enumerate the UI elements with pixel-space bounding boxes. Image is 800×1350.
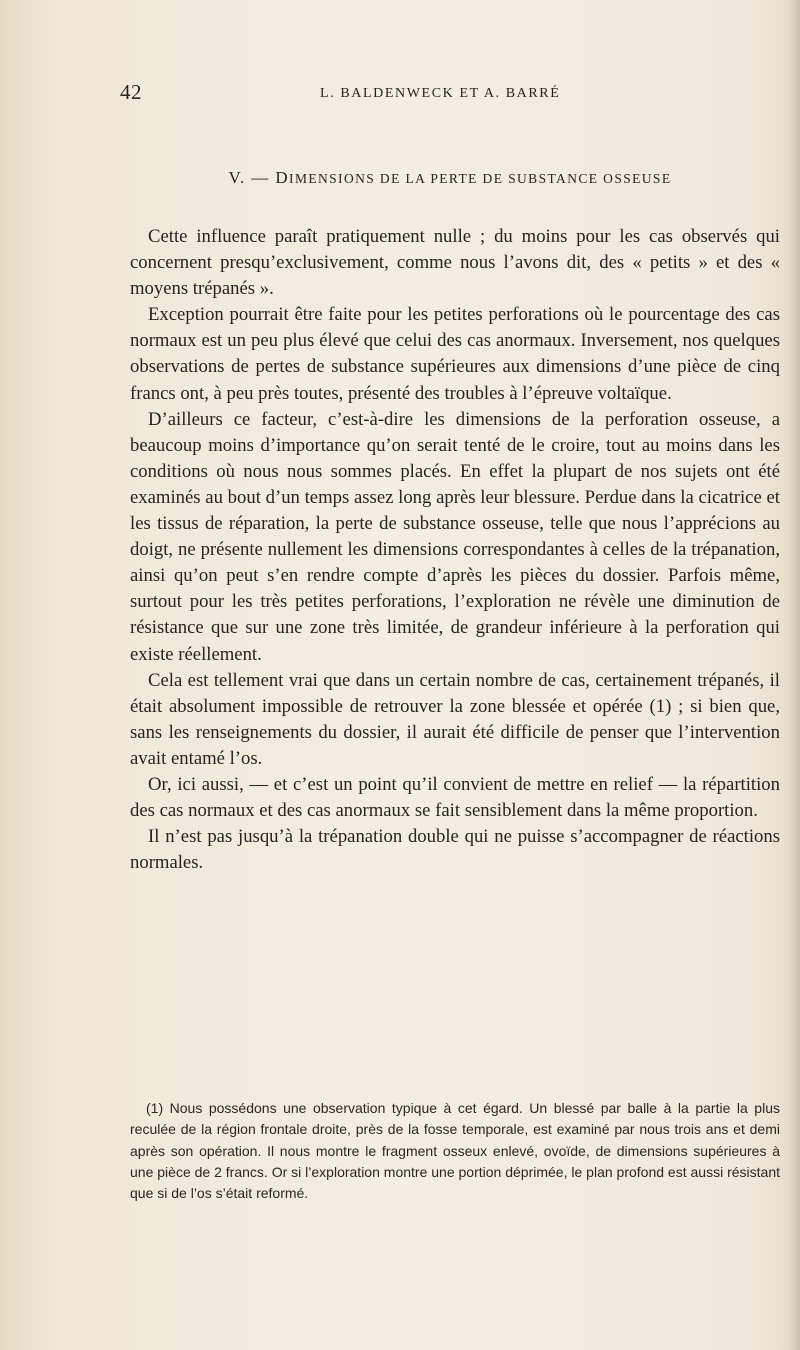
- section-heading: [120, 168, 780, 188]
- page-edge-shadow: [788, 0, 800, 1350]
- paragraph-6: Il n’est pas jusqu’à la trépanation double qui ne puisse s’accompagner de réactions normales.: [130, 826, 780, 874]
- running-head: [120, 80, 780, 110]
- paragraph-3: D’ailleurs ce facteur, c’est-à-dire les dimensions de la perforation osseuse, a beaucoup moins d’importance qu’on serait tenté de le croire, tout au moins dans les conditions où nous nous sommes placés. En effet la plupart de nos sujets ont été examinés au bout d’un temps assez long après leur blessure. Perdue dans la cicatrice et les tissus de réparation, la perte de substance osseuse, telle que nous l’apprécions au doigt, ne présente nullement les dimensions correspondantes à celles de la trépanation, ainsi qu’on peut s’en rendre compte d’après les pièces du dossier. Parfois même, surtout pour les très petites perforations, l’exploration ne révèle une diminution de résistance que sur une zone très limitée, de grandeur inférieure à la perforation qui existe réellement.: [130, 408, 780, 665]
- section-heading-text: IMENSIONS DE LA PERTE DE SUBSTANCE OSSEUSE: [289, 171, 672, 186]
- paragraph-4: Cela est tellement vrai que dans un certain nombre de cas, certainement trépanés, il était absolument impossible de retrouver la zone blessée et opérée (1) ; si bien que, sans les renseignements du dossier, il aurait été difficile de penser que l’intervention avait entamé l’os.: [130, 669, 780, 769]
- footnote: [130, 1098, 780, 1204]
- paragraph-2: Exception pourrait être faite pour les petites perforations où le pourcentage des cas normaux est un peu plus élevé que celui des cas anormaux. Inversement, nos quelques observations de pertes de substance supérieures aux dimensions d’une pièce de cinq francs ont, à peu près toutes, présenté des troubles à l’épreuve voltaïque.: [130, 304, 780, 404]
- footnote-text: (1) Nous possédons une observation typique à cet égard. Un blessé par balle à la partie la plus reculée de la région frontale droite, près de la fosse temporale, est examiné par nous trois ans et demi après son opération. Il nous montre le fragment osseux enlevé, ovoïde, de dimensions supérieures à une pièce de 2 francs. Or si l’exploration montre une portion déprimée, le plan profond est aussi résistant que si de l’os s’était reformé.: [130, 1100, 780, 1202]
- paragraph-1: Cette influence paraît pratiquement nulle ; du moins pour les cas observés qui concernent presqu’exclusivement, comme nous l’avons dit, des « petits » et des « moyens trépanés ».: [130, 226, 780, 300]
- running-title: L. BALDENWECK ET A. BARRÉ: [320, 86, 561, 101]
- body-text: [130, 224, 780, 876]
- page-number: 42: [120, 80, 142, 104]
- section-heading-initial: D: [275, 168, 290, 187]
- paragraph-5: Or, ici aussi, — et c’est un point qu’il convient de mettre en relief — la répartition des cas normaux et des cas anormaux se fait sensiblement dans la même proportion.: [130, 773, 780, 822]
- section-number: V. —: [228, 168, 270, 187]
